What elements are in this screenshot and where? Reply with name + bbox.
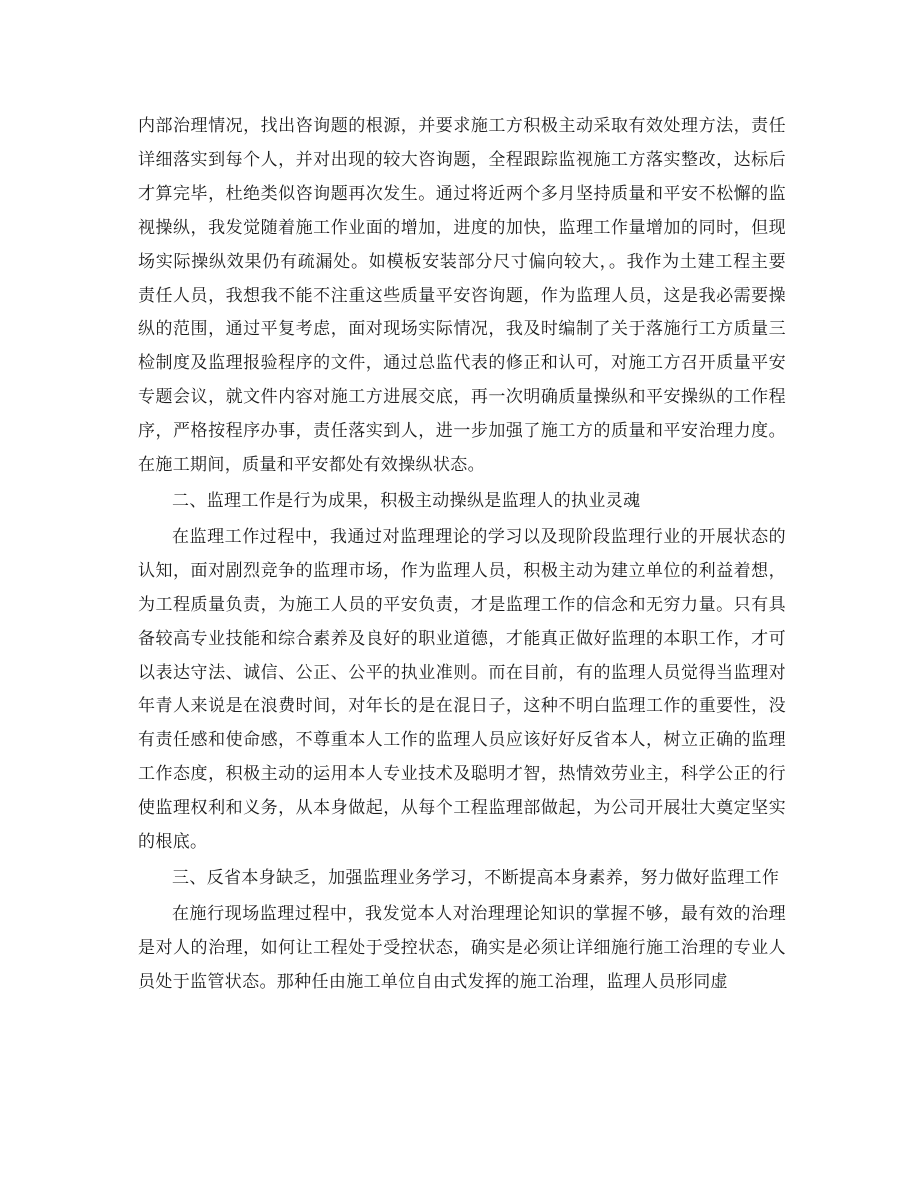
paragraph-continued: 内部治理情况，找出咨询题的根源，并要求施工方积极主动采取有效处理方法，责任详细落实到每个人，并对出现的较大咨询题，全程跟踪监视施工方落实整改，达标后才算完毕，杜绝类似咨询题再次发生。通过将近两个多月坚持质量和平安不松懈的监视操纵，我发觉随着施工作业面的增加，进度的加快，监理工作量增加的同时，但现场实际操纵效果仍有疏漏处。如模板安装部分尺寸偏向较大，。我作为土建工程主要责任人员，我想我不能不注重这些质量平安咨询题，作为监理人员，这是我必需要操纵的范围，通过平复考虑，面对现场实际情况，我及时编制了关于落施行工方质量三检制度及监理报验程序的文件，通过总监代表的修正和认可，对施工方召开质量平安专题会议，就文件内容对施工方进展交底，再一次明确质量操纵和平安操纵的工作程序，严格按程序办事，责任落实到人，进一步加强了施工方的质量和平安治理力度。在施工期间，质量和平安都处有效操纵状态。	[138, 116, 786, 476]
section-heading-3: 三、反省本身缺乏，加强监理业务学习，不断提高本身素养，努力做好监理工作	[172, 867, 780, 888]
paragraph-section-3: 在施行现场监理过程中，我发觉本人对治理理论知识的掌握不够，最有效的治理是对人的治理，如何让工程处于受控状态，确实是必须让详细施行施工治理的专业人员处于监管状态。那种任由施工单位自由式发挥的施工治理，监理人员形同虚	[138, 903, 786, 992]
section-heading-2: 二、监理工作是行为成果，积极主动操纵是监理人的执业灵魂	[172, 490, 641, 511]
paragraph-section-2: 在监理工作过程中，我通过对监理理论的学习以及现阶段监理行业的开展状态的认知，面对剧烈竞争的监理市场，作为监理人员，积极主动为建立单位的利益着想，为工程质量负责，为施工人员的平安负责，才是监理工作的信念和无穷力量。只有具备较高专业技能和综合素养及良好的职业道德，才能真正做好监理的本职工作，才可以表达守法、诚信、公正、公平的执业准则。而在目前，有的监理人员觉得当监理对年青人来说是在浪费时间，对年长的是在混日子，这种不明白监理工作的重要性，没有责任感和使命感，不尊重本人工作的监理人员应该好好反省本人，树立正确的监理工作态度，积极主动的运用本人专业技术及聪明才智，热情效劳业主，科学公正的行使监理权利和义务，从本身做起，从每个工程监理部做起，为公司开展壮大奠定坚实的根底。	[138, 526, 786, 853]
document-body	[138, 110, 786, 1002]
